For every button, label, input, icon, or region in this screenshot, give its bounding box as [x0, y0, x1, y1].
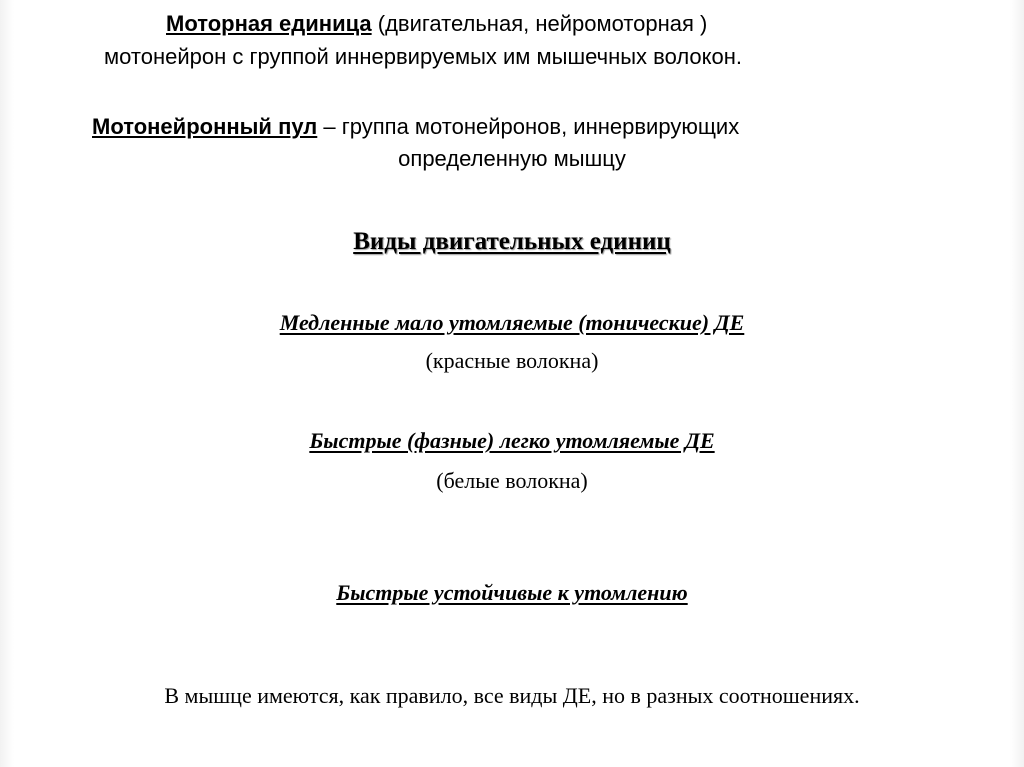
motor-unit-definition-line2: мотонейрон с группой иннервируемых им мышечных волокон. — [104, 44, 743, 69]
unit-type-fast-fatigable-title: Быстрые (фазные) легко утомляемые ДЕ — [309, 428, 715, 453]
motor-unit-synonyms: (двигательная, нейромоторная ) — [371, 11, 708, 36]
motoneuron-pool-term: Мотонейронный пул — [92, 114, 318, 139]
motoneuron-pool-description: – группа мотонейронов, иннервирующих — [317, 114, 740, 139]
page-edge-shade-right — [1010, 0, 1024, 767]
motor-unit-term: Моторная единица — [166, 11, 372, 36]
page-edge-shade-left — [0, 0, 14, 767]
unit-type-slow-fibers: (красные волокна) — [425, 348, 599, 373]
motoneuron-pool-definition-line2: определенную мышцу — [398, 146, 626, 171]
unit-type-fast-resistant-title: Быстрые устойчивые к утомлению — [336, 580, 688, 605]
motoneuron-pool-definition-line1 — [92, 114, 739, 140]
unit-type-slow-title: Медленные мало утомляемые (тонические) ДЕ — [279, 310, 745, 335]
unit-type-fast-fatigable-fibers: (белые волокна) — [436, 468, 588, 493]
summary-text: В мышце имеются, как правило, все виды ДЕ, но в разных соотношениях. — [164, 683, 860, 708]
motor-unit-definition-line1 — [166, 11, 707, 37]
section-heading: Виды двигательных единиц — [353, 228, 671, 255]
